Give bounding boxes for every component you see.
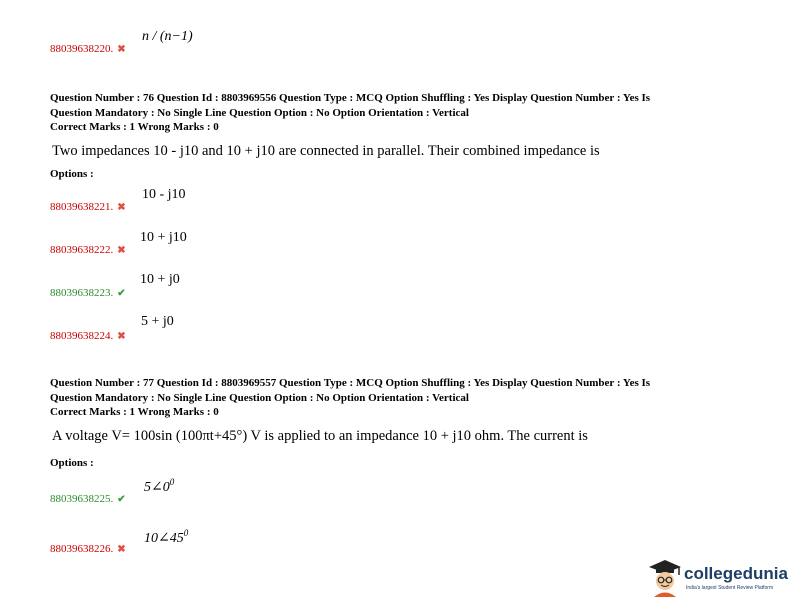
option-id: 88039638226. — [50, 543, 114, 555]
option-id: 88039638222. — [50, 244, 114, 256]
option-row — [50, 539, 126, 557]
marks-line: Correct Marks : 1 Wrong Marks : 0 — [50, 406, 219, 418]
option-id: 88039638220. — [50, 43, 114, 55]
brand-name: collegedunia — [684, 564, 788, 583]
option-value: $5\angle 0^0$ — [144, 477, 175, 495]
options-label: Options : — [50, 168, 94, 180]
option-value: n / (n−1) — [142, 29, 193, 44]
option-row — [50, 39, 126, 57]
option-row — [50, 240, 126, 258]
question-meta — [50, 91, 750, 135]
meta-line: Question Mandatory : No Single Line Question Option : No Option Orientation : Vertical — [50, 391, 469, 404]
option-id: 88039638224. — [50, 330, 114, 342]
options-label: Options : — [50, 457, 94, 469]
option-id: 88039638221. — [50, 201, 114, 213]
option-id: 88039638223. — [50, 287, 114, 299]
option-row — [50, 326, 126, 344]
meta-line: Question Number : 77 Question Id : 8803969557 Question Type : MCQ Option Shuffling : Yes Display Question Number : Yes Is — [50, 377, 651, 389]
correct-check-icon: ✔ — [117, 494, 126, 505]
wrong-icon: ✖ — [117, 245, 126, 256]
option-value: 10 - j10 — [142, 187, 186, 202]
question-meta — [50, 376, 750, 420]
option-id: 88039638225. — [50, 493, 114, 505]
correct-check-icon: ✔ — [117, 288, 126, 299]
wrong-icon: ✖ — [117, 544, 126, 555]
option-row — [50, 197, 126, 215]
option-value: 5 + j0 — [141, 314, 174, 329]
wrong-icon: ✖ — [117, 331, 126, 342]
meta-line: Question Mandatory : No Single Line Question Option : No Option Orientation : Vertical — [50, 106, 469, 119]
wrong-icon: ✖ — [117, 202, 126, 213]
option-value: $10\angle 45^0$ — [144, 528, 189, 546]
collegedunia-logo — [648, 559, 788, 599]
option-value: 10 + j10 — [140, 230, 187, 245]
meta-line: Question Number : 76 Question Id : 8803969556 Question Type : MCQ Option Shuffling : Yes Display Question Number : Yes Is — [50, 92, 651, 104]
question-text: Two impedances 10 - j10 and 10 + j10 are connected in parallel. Their combined impedance is — [52, 143, 600, 159]
option-row — [50, 489, 126, 507]
student-mascot-icon — [648, 559, 682, 597]
option-value: 10 + j0 — [140, 272, 180, 287]
question-text: A voltage V= 100sin (100πt+45°) V is applied to an impedance 10 + j10 ohm. The current is — [52, 428, 588, 444]
option-row — [50, 283, 126, 301]
marks-line: Correct Marks : 1 Wrong Marks : 0 — [50, 121, 219, 133]
wrong-icon: ✖ — [117, 44, 126, 55]
brand-tagline: India's largest Student Review Platform — [686, 585, 774, 591]
